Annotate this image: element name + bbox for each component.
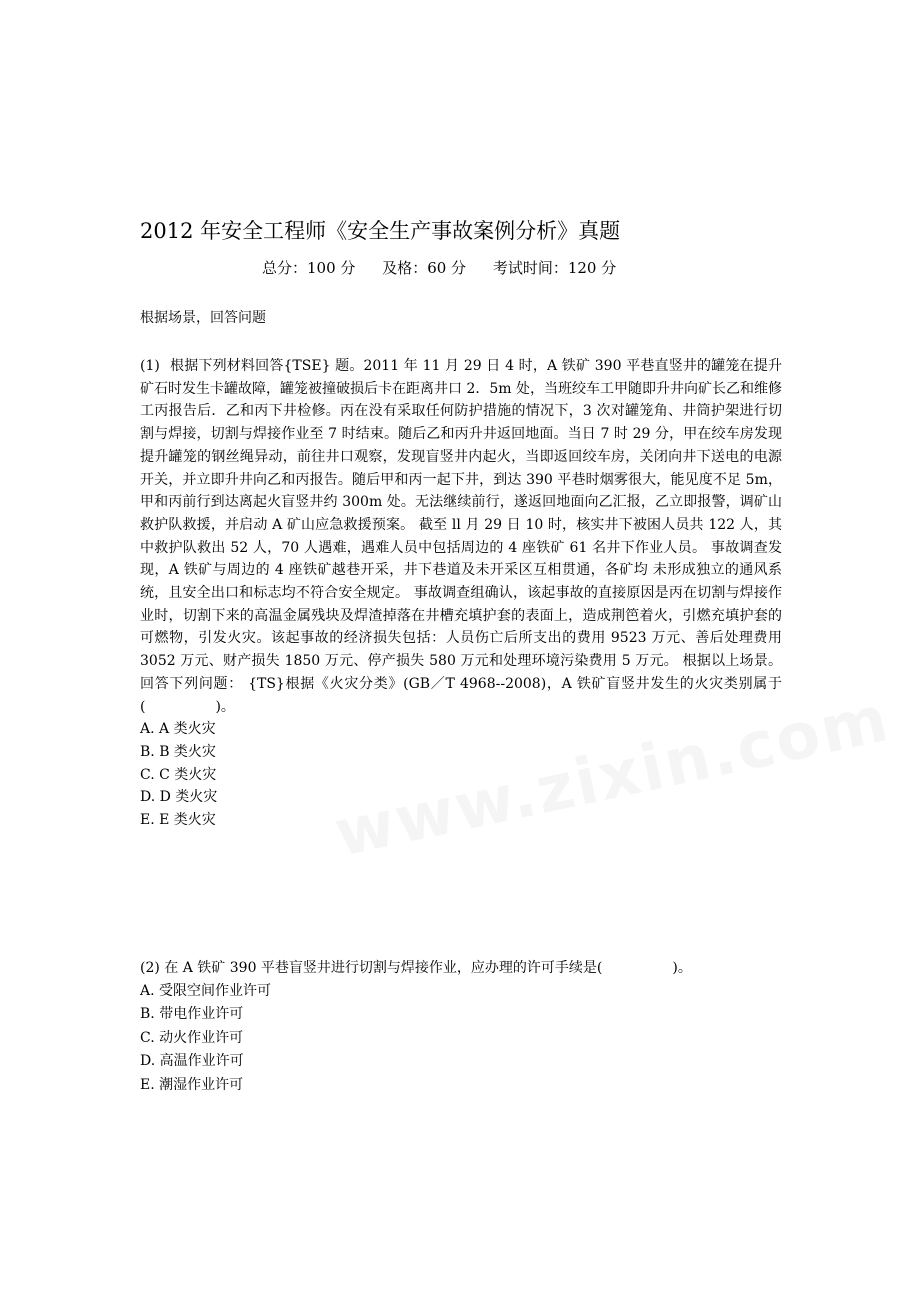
option-c[interactable]: C. C 类火灾 (140, 766, 217, 783)
exam-time: 考试时间：120 分 (492, 259, 617, 277)
question-1-stem (140, 355, 782, 718)
question-text: 在 A 铁矿 390 平巷盲竖井进行切割与焊接作业，应办理的许可手续是( )。 (164, 960, 692, 976)
question-number: (2) (140, 960, 160, 976)
question-number: (1) (140, 358, 160, 374)
exam-meta (262, 257, 638, 279)
total-score: 总分：100 分 (262, 259, 356, 277)
option-d[interactable]: D. D 类火灾 (140, 789, 218, 806)
option-b[interactable]: B. 带电作业许可 (140, 1006, 244, 1023)
question-1 (140, 355, 782, 832)
question-2 (140, 957, 782, 1097)
page-title: 2012 年安全工程师《安全生产事故案例分析》真题 (140, 219, 621, 243)
option-e[interactable]: E. E 类火灾 (140, 812, 216, 829)
option-c[interactable]: C. 动火作业许可 (140, 1029, 244, 1046)
question-text: 根据下列材料回答{TSE} 题。2011 年 11 月 29 日 4 时，A 铁矿 390 平巷直竖井的罐笼在提升矿石时发生卡罐故障，罐笼被撞破损后卡在距离井口 2．5m 处，当班绞车工甲随即升井向矿长乙和维修工丙报告后．乙和丙下井检修。丙在没有采取任何防护措施的情况下，3 次对罐笼角、井筒护架进行切割与焊接，切割与焊接作业至 7 时结束。随后乙和丙升井返回地面。当日 7 时 29 分，甲在绞车房发现提升罐笼的钢丝绳异动，前往井口观察，发现盲竖井内起火，当即返回绞车房，关闭向井下送电的电源开关，并立即升井向乙和丙报告。随后甲和丙一起下井，到达 390 平巷时烟雾很大，能见度不足 5m，甲和丙前行到达离起火盲竖井约 300m 处。无法继续前行，遂返回地面向乙汇报，乙立即报警，调矿山救护队救援，并启动 A 矿山应急救援预案。 截至 ll 月 29 日 10 时，核实井下被困人员共 122 人，其中救护队救出 52 人，70 人遇难，遇难人员中包括周边的 4 座铁矿 61 名井下作业人员。 事故调查发现，A 铁矿与周边的 4 座铁矿越巷开采，井下巷道及未开采区互相贯通，各矿均 未形成独立的通风系统，且安全出口和标志均不符合安全规定。 事故调查组确认，该起事故的直接原因是丙在切割与焊接作业时，切割下来的高温金属残块及焊渣掉落在井槽充填护套的表面上，造成荆笆着火，引燃充填护套的可燃物，引发火灾。该起事故的经济损失包括：人员伤亡后所支出的费用 9523 万元、善后处理费用 3052 万元、财产损失 1850 万元、停产损失 580 万元和处理环境污染费用 5 万元。 根据以上场景。回答下列问题： {TS}根据《火灾分类》(GB／T 4968--2008)，A 铁矿盲竖井发生的火灾类别属于( )。 (140, 358, 782, 715)
section-intro: 根据场景，回答问题 (140, 310, 266, 326)
option-a[interactable]: A. A 类火灾 (140, 721, 216, 738)
question-1-options (140, 718, 782, 832)
question-2-options (140, 980, 782, 1098)
option-b[interactable]: B. B 类火灾 (140, 743, 216, 760)
question-2-stem (140, 957, 782, 980)
option-d[interactable]: D. 高温作业许可 (140, 1053, 244, 1070)
option-a[interactable]: A. 受限空间作业许可 (140, 982, 272, 999)
pass-score: 及格：60 分 (382, 259, 467, 277)
option-e[interactable]: E. 潮湿作业许可 (140, 1076, 244, 1093)
